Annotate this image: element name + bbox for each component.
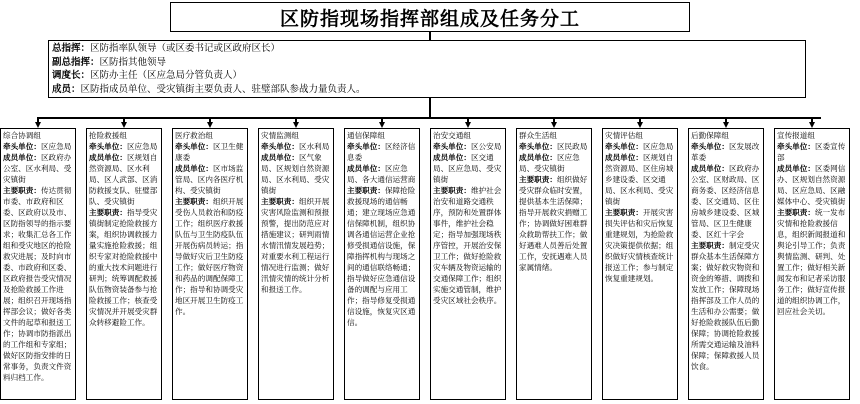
group-duties-row (175, 196, 245, 317)
members-label: 成员单位： (3, 153, 41, 162)
group-lead-row (691, 141, 761, 163)
command-roles (48, 40, 806, 98)
group-members-row (605, 152, 675, 207)
group-name: 通信保障组 (347, 131, 385, 140)
group-lead: 区发展改革委 (691, 142, 760, 162)
task-group-box (344, 128, 420, 400)
task-group-box (86, 128, 162, 400)
members-label: 成员单位： (605, 153, 643, 162)
group-duties-row (777, 207, 847, 317)
role-key: 调度长： (52, 70, 91, 81)
role-deputy-commander (52, 56, 802, 70)
group-name: 群众生活组 (519, 131, 557, 140)
group-members: 区交通局、区应急局、受灾镇街 (433, 153, 502, 184)
group-name: 综合协调组 (3, 131, 41, 140)
group-duties: 维护社会治安和道路交通秩序，预防和处置群体事件，维护社会稳定；指导加强现场秩序管控，开展治安保卫工作；做好抢险救灾车辆及物资运输的交通保障工作；组织实施交通管制，维护受灾区域社会秩序。 (433, 186, 502, 305)
duties-label: 主要职责： (519, 175, 557, 184)
group-duties: 组织开展受伤人员救治和防疫工作；组织医疗救援队伍与卫生防疫队伍开展伤病员转运；指导做好灾后卫生防疫工作；做好医疗物资和药品的调配保障工作；指导和协调受灾地区开展卫生防疫工作。 (175, 197, 244, 316)
group-members: 区规划自然资源局、区住房城乡建设委、区交通局、区水利局、受灾镇街 (605, 153, 674, 206)
group-members-row (347, 163, 417, 185)
members-label: 成员单位： (691, 164, 729, 173)
task-group-box (0, 128, 76, 400)
duties-label: 主要职责： (691, 241, 729, 250)
group-members-row (175, 163, 245, 196)
duties-label: 主要职责： (175, 197, 213, 206)
group-duties-row (519, 174, 589, 273)
duties-label: 主要职责： (347, 186, 385, 195)
group-duties-row (433, 185, 503, 306)
duties-label: 主要职责： (777, 208, 815, 217)
group-duties-row (89, 207, 159, 328)
group-members: 区应急局、各大通信运营商 (347, 164, 416, 184)
role-key: 总指挥： (52, 43, 91, 54)
group-lead-row (261, 141, 331, 152)
group-members: 区政府办公室、区水利局、受灾镇街 (3, 153, 72, 184)
group-lead: 区委宣传部 (777, 142, 846, 162)
role-text: 区防指成员单位、受灾镇街主要负责人、驻璧部队参战力量负责人。 (80, 83, 366, 95)
page-title: 区防指现场指挥部组成及任务分工 (170, 2, 690, 32)
members-label: 成员单位： (777, 164, 815, 173)
task-group-box (430, 128, 506, 400)
lead-label: 牵头单位： (433, 142, 471, 151)
group-lead-row (89, 141, 159, 152)
group-name: 灾情评估组 (605, 131, 643, 140)
group-members-row (261, 152, 331, 196)
group-lead-row (605, 141, 675, 152)
group-members: 区气象局、区规划自然资源局、区水利局、受灾镇街 (261, 153, 330, 195)
group-lead-row (3, 141, 73, 152)
lead-label: 牵头单位： (3, 142, 41, 151)
group-members: 区规划自然资源局、区水利局、区人武部、区消防救援支队、驻璧部队、受灾镇街 (89, 153, 158, 206)
group-lead: 区应急局 (642, 142, 674, 151)
role-text: 区防指率队领导（或区委书记或区政府区长） (90, 43, 281, 54)
role-dispatcher (52, 69, 802, 83)
role-commander (52, 42, 802, 56)
group-lead: 区卫生健康委 (175, 142, 244, 162)
group-lead-row (433, 141, 503, 152)
task-group-box (688, 128, 764, 400)
group-duties-row (3, 185, 73, 383)
group-members: 区市场监管局、区内各医疗机构、受灾镇街 (175, 164, 244, 195)
group-name: 后勤保障组 (691, 131, 729, 140)
task-group-box (774, 128, 850, 400)
group-duties-row (691, 240, 761, 372)
duties-label: 主要职责： (3, 186, 41, 195)
group-duties: 传达贯彻市委、市政府和区委、区政府以及市、区防指领导的指示要求；收集汇总各工作组和受灾地区的抢险救灾进展；及时向市委、市政府和区委、区政府报告受灾情况及抢险救援工作进展；组织召开现场指挥部会议；做好各类文件的起草和报送工作；协调市防指派出的工作组和专家组；做好区防指安排的日常事务，负责文件资料归档工作。 (3, 186, 72, 382)
group-name: 治安交通组 (433, 131, 471, 140)
lead-label: 牵头单位： (691, 142, 729, 151)
group-duties: 统一发布灾情和抢险救援信息，组织新闻报道和舆论引导工作；负责舆情监测、研判、处置工作；做好相关新闻发布和记者采访服务工作；做好宣传报道的组织协调工作，回应社会关切。 (777, 208, 846, 316)
members-label: 成员单位： (347, 164, 385, 173)
task-group-box (172, 128, 248, 400)
role-text: 区防指其他领导 (99, 56, 167, 68)
role-key: 成员： (52, 83, 81, 95)
group-name: 抢险救援组 (89, 131, 127, 140)
group-duties: 组织开展灾害风险监测和预报预警，提出防范应对措施建议；研判雨情水情汛情发展趋势；对重要水利工程运行情况进行监测；做好汛情灾情的统计分析和报送工作。 (261, 197, 330, 294)
members-label: 成员单位： (261, 153, 299, 162)
group-name: 灾情监测组 (261, 131, 299, 140)
group-duties: 开展灾害损失评估和灾后恢复重建规划，为抢险救灾决策提供依据；组织做好灾情核查统计报送工作；参与制定恢复重建规划。 (605, 208, 674, 283)
task-group-box (516, 128, 592, 400)
distribution-bar (38, 117, 821, 119)
group-members: 区应急局、受灾镇街 (519, 153, 580, 173)
group-lead-row (777, 141, 847, 163)
duties-label: 主要职责： (89, 208, 127, 217)
lead-label: 牵头单位： (777, 142, 815, 151)
group-name: 宣传报道组 (777, 131, 815, 140)
group-members-row (3, 152, 73, 185)
group-members: 区委网信办、区规划自然资源局、区应急局、区融媒体中心、受灾镇街 (777, 164, 846, 206)
members-label: 成员单位： (175, 164, 213, 173)
duties-label: 主要职责： (261, 197, 299, 206)
duties-label: 主要职责： (605, 208, 643, 217)
lead-label: 牵头单位： (89, 142, 127, 151)
duties-label: 主要职责： (433, 186, 471, 195)
role-members (52, 83, 802, 97)
group-members-row (519, 152, 589, 174)
members-label: 成员单位： (519, 153, 557, 162)
group-members-row (89, 152, 159, 207)
group-duties-row (347, 185, 417, 328)
group-lead-row (347, 141, 417, 163)
group-members: 区政府办公室、区财政局、区商务委、区经济信息委、区交通局、区住房城乡建设委、区城管局、区卫生健康委、区红十字会 (691, 164, 760, 239)
lead-label: 牵头单位： (175, 142, 213, 151)
trunk-connector (429, 98, 431, 117)
role-text: 区防办主任（区应急局分管负责人） (90, 70, 243, 81)
group-duties-row (261, 196, 331, 295)
group-members-row (433, 152, 503, 185)
group-duties: 保障抢险救援现场的通信畅通；建立现场应急通信保障机制，组织协调各通信运营企业抢修受损通信设施，保障指挥机构与现场之间的通信联络畅通；指导做好应急通信设备的调配与应用工作；指导修复受损通信设施，恢复灾区通信。 (347, 186, 416, 327)
lead-label: 牵头单位： (519, 142, 557, 151)
group-lead: 区民政局 (556, 142, 588, 151)
group-lead: 区应急局 (126, 142, 158, 151)
group-lead: 区公安局 (470, 142, 502, 151)
lead-label: 牵头单位： (605, 142, 643, 151)
group-lead-row (519, 141, 589, 152)
group-name: 医疗救治组 (175, 131, 213, 140)
group-lead: 区水利局 (298, 142, 330, 151)
title-connector (429, 32, 431, 40)
task-group-box (602, 128, 678, 400)
members-label: 成员单位： (433, 153, 471, 162)
task-group-box (258, 128, 334, 400)
group-lead-row (175, 141, 245, 163)
group-duties: 指导受灾镇街制定抢险救援方案，组织协调救援力量实施抢险救援；组织专家对抢险救援中的重大技术问题进行研判；统筹调配救援队伍物资装备参与抢险救援工作；核查受灾情况并开展受灾群众转移避险工作。 (89, 208, 158, 327)
role-key: 副总指挥： (52, 56, 100, 68)
group-members-row (691, 163, 761, 240)
members-label: 成员单位： (89, 153, 127, 162)
lead-label: 牵头单位： (347, 142, 385, 151)
group-lead: 区经济信息委 (347, 142, 416, 162)
group-members-row (777, 163, 847, 207)
group-duties: 组织做好受灾群众临时安置，提供基本生活保障；指导开展救灾捐赠工作；协调做好困难群众救助帮扶工作；做好遇难人员善后处置工作，安抚遇难人员家属情绪。 (519, 175, 588, 272)
group-lead: 区应急局 (40, 142, 72, 151)
group-duties: 制定受灾群众基本生活保障方案；做好救灾物资和资金的筹措、调拨和发放工作；保障现场指挥部及工作人员的生活和办公需要；做好抢险救援队伍后勤保障；协调抢险救援所需交通运输及油料保障；保障救援人员饮食。 (691, 241, 760, 371)
lead-label: 牵头单位： (261, 142, 299, 151)
group-duties-row (605, 207, 675, 284)
